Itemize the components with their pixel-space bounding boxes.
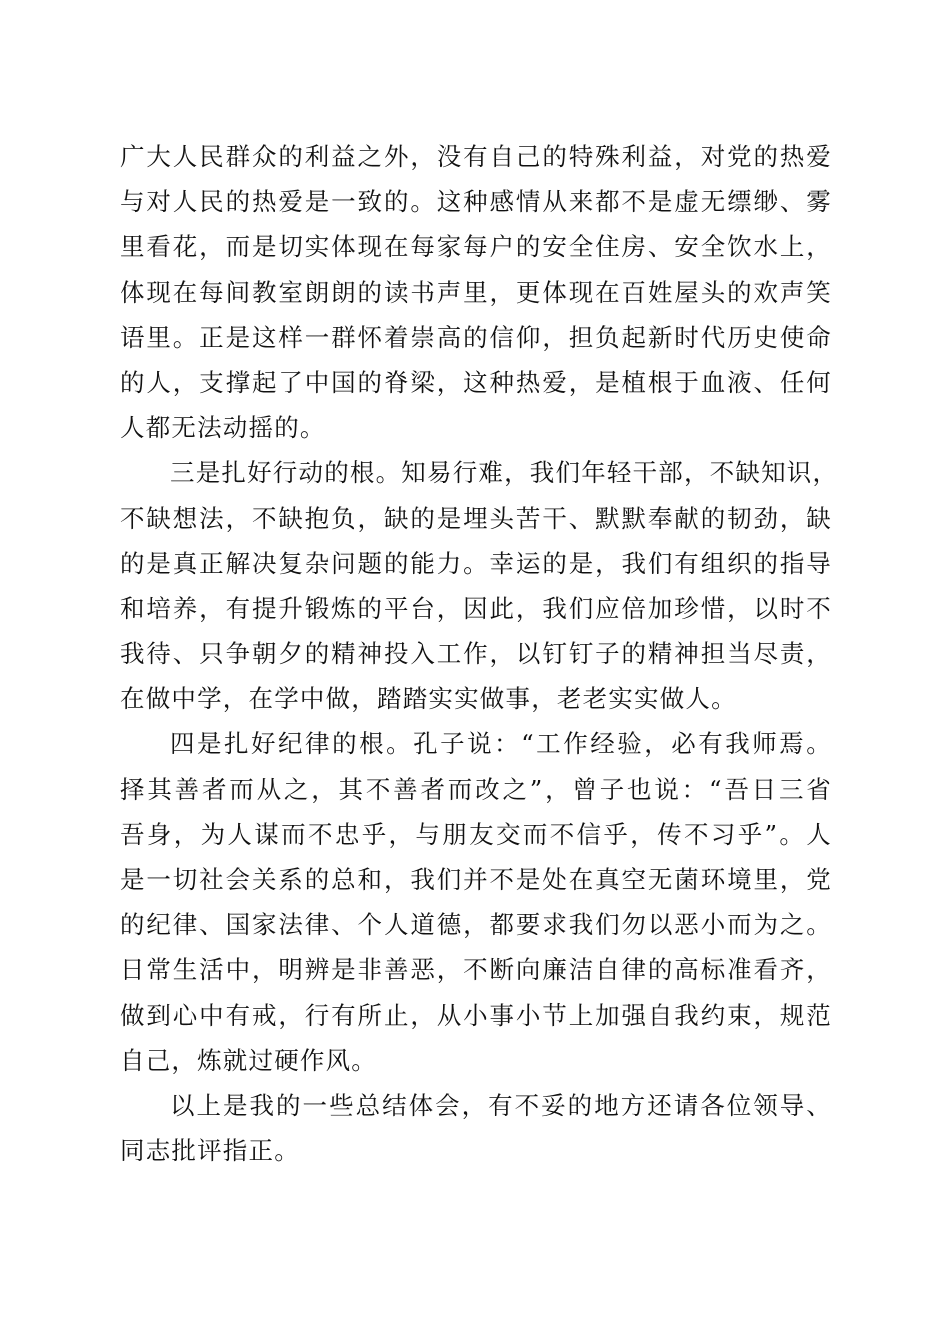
text-line: 我待、只争朝夕的精神投入工作，以钉钉子的精神担当尽责， [120,639,832,669]
paragraph-start-line: 四是扎好纪律的根。孔子说：“工作经验，必有我师焉。 [170,729,832,759]
text-line: 不缺想法，不缺抱负，缺的是埋头苦干、默默奉献的韧劲，缺 [120,503,832,533]
text-line: 和培养，有提升锻炼的平台，因此，我们应倍加珍惜，以时不 [120,593,832,623]
text-line: 的是真正解决复杂问题的能力。幸运的是，我们有组织的指导 [120,548,832,578]
text-line: 同志批评指正。 [120,1136,300,1166]
text-line: 里看花，而是切实体现在每家每户的安全住房、安全饮水上， [120,232,832,262]
text-line: 广大人民群众的利益之外，没有自己的特殊利益，对党的热爱 [120,142,832,171]
text-line: 的人，支撑起了中国的脊梁，这种热爱，是植根于血液、任何 [120,367,832,397]
text-line: 是一切社会关系的总和，我们并不是处在真空无菌环境里，党 [120,865,832,894]
text-line: 在做中学，在学中做，踏踏实实做事，老老实实做人。 [120,684,737,714]
text-line: 自己，炼就过硬作风。 [120,1045,377,1075]
text-line: 做到心中有戒，行有所止，从小事小节上加强自我约束，规范 [120,1000,832,1030]
text-line: 吾身，为人谋而不忠乎，与朋友交而不信乎，传不习乎”。人 [120,819,832,849]
text-line: 择其善者而从之，其不善者而改之”，曾子也说：“吾日三省 [120,774,832,804]
text-line: 日常生活中，明辨是非善恶，不断向廉洁自律的高标准看齐， [120,955,832,985]
text-line: 体现在每间教室朗朗的读书声里，更体现在百姓屋头的欢声笑 [120,277,832,307]
text-line: 与对人民的热爱是一致的。这种感情从来都不是虚无缥缈、雾 [120,187,832,217]
text-line: 语里。正是这样一群怀着崇高的信仰，担负起新时代历史使命 [120,322,832,352]
text-line: 人都无法动摇的。 [120,413,326,443]
text-line: 的纪律、国家法律、个人道德，都要求我们勿以恶小而为之。 [120,910,832,940]
paragraph-start-line: 以上是我的一些总结体会，有不妥的地方还请各位领导、 [170,1090,832,1120]
body-text [120,134,839,1173]
paragraph-start-line: 三是扎好行动的根。知易行难，我们年轻干部，不缺知识， [170,458,839,488]
